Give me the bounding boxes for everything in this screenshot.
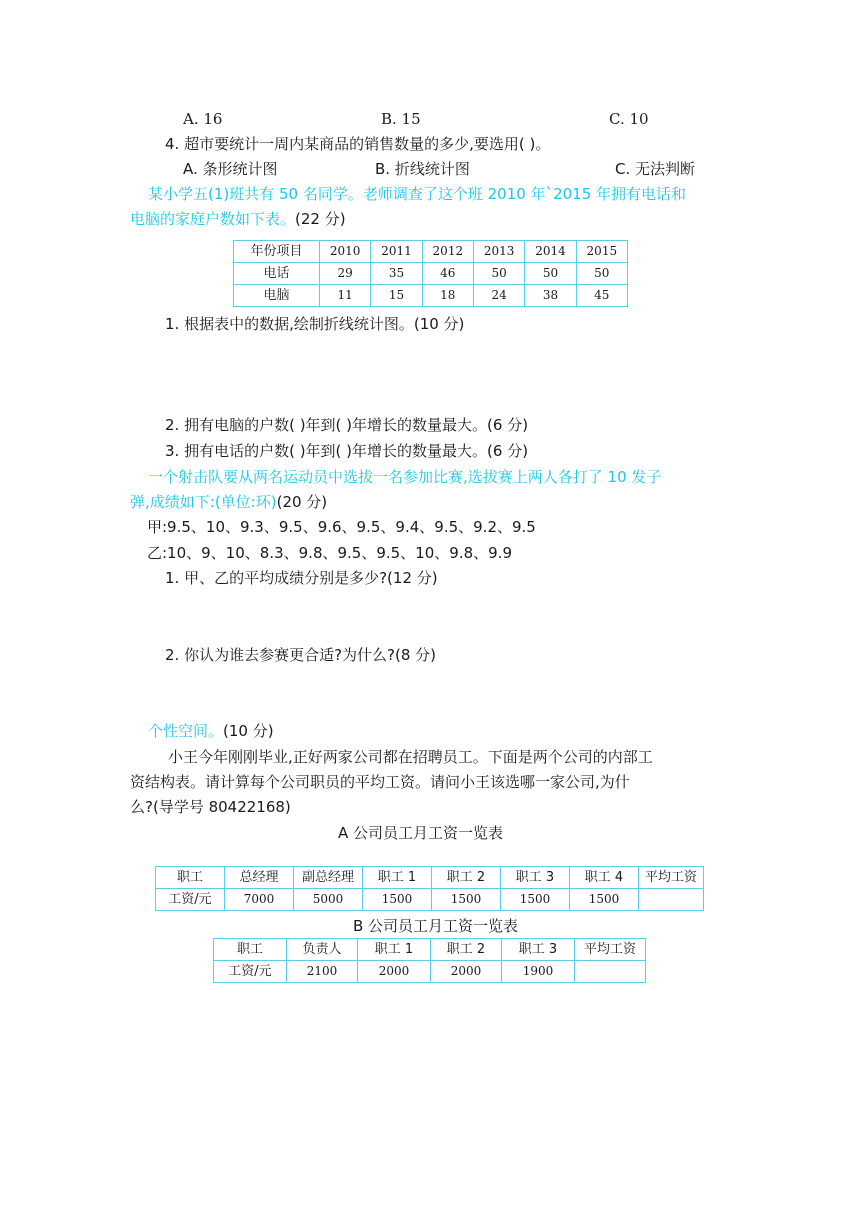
table-cell: 45 — [576, 285, 627, 307]
intro-text: 弹,成绩如下:(单位:环) — [130, 493, 277, 511]
table-cell: 电话 — [234, 263, 320, 285]
yi-scores: 乙:10、9、10、8.3、9.8、9.5、9.5、10、9.8、9.9 — [147, 544, 512, 562]
table-cell: 2100 — [287, 961, 358, 983]
table-row — [234, 263, 628, 285]
table-cell: 35 — [371, 263, 422, 285]
table-cell: 职工 — [214, 939, 287, 961]
table-cell: 5000 — [294, 889, 363, 911]
table-cell: 2000 — [431, 961, 502, 983]
table-cell: 职工 3 — [502, 939, 575, 961]
table-cell: 38 — [525, 285, 576, 307]
personal-para-line1: 小王今年刚刚毕业,正好两家公司都在招聘员工。下面是两个公司的内部工 — [168, 748, 653, 766]
table-cell: 1900 — [502, 961, 575, 983]
table-a-title: A 公司员工月工资一览表 — [338, 824, 504, 842]
table-cell: 职工 1 — [358, 939, 431, 961]
section-shooting-intro-line2 — [130, 491, 327, 513]
table-cell: 1500 — [501, 889, 570, 911]
q4-option-b: B. 折线统计图 — [375, 160, 470, 178]
table-cell: 副总经理 — [294, 867, 363, 889]
table-cell: 电脑 — [234, 285, 320, 307]
company-a-table — [155, 866, 704, 911]
personal-section-title — [148, 720, 274, 742]
table-header-row — [214, 939, 646, 961]
phone-pc-q2: 2. 拥有电脑的户数( )年到( )年增长的数量最大。(6 分) — [165, 416, 529, 434]
intro-points: (22 分) — [295, 210, 346, 228]
table-header-row — [234, 241, 628, 263]
phone-pc-q1: 1. 根据表中的数据,绘制折线统计图。(10 分) — [165, 315, 465, 333]
company-b-table — [213, 938, 646, 983]
shooting-q2: 2. 你认为谁去参赛更合适?为什么?(8 分) — [165, 646, 437, 664]
table-b-title: B 公司员工月工资一览表 — [353, 917, 519, 935]
section-phone-pc-intro-line1: 某小学五(1)班共有 50 名同学。老师调查了这个班 2010 年`2015 年拥有电话和 — [148, 185, 687, 203]
average-salary-cell — [639, 889, 704, 911]
table-cell: 1500 — [570, 889, 639, 911]
table-cell: 50 — [473, 263, 524, 285]
table-cell: 15 — [371, 285, 422, 307]
jia-scores: 甲:9.5、10、9.3、9.5、9.6、9.5、9.4、9.5、9.2、9.5 — [147, 518, 536, 536]
question-4-stem: 4. 超市要统计一周内某商品的销售数量的多少,要选用( )。 — [165, 135, 551, 153]
table-cell: 工资/元 — [214, 961, 287, 983]
table-cell: 总经理 — [225, 867, 294, 889]
table-cell: 职工 2 — [431, 939, 502, 961]
section-phone-pc-intro-line2 — [130, 208, 346, 230]
phone-pc-table — [233, 240, 628, 307]
table-cell: 11 — [320, 285, 371, 307]
table-cell: 50 — [576, 263, 627, 285]
table-cell: 年份项目 — [234, 241, 320, 263]
table-header-row — [156, 867, 704, 889]
table-cell: 2013 — [473, 241, 524, 263]
table-cell: 50 — [525, 263, 576, 285]
table-cell: 1500 — [432, 889, 501, 911]
table-row — [214, 961, 646, 983]
table-cell: 1500 — [363, 889, 432, 911]
table-cell: 职工 3 — [501, 867, 570, 889]
personal-para-line2: 资结构表。请计算每个公司职员的平均工资。请问小王该选哪一家公司,为什 — [130, 773, 630, 791]
option-a: A. 16 — [183, 110, 223, 128]
table-cell: 职工 4 — [570, 867, 639, 889]
phone-pc-q3: 3. 拥有电话的户数( )年到( )年增长的数量最大。(6 分) — [165, 442, 529, 460]
table-cell: 2012 — [422, 241, 473, 263]
table-cell: 平均工资 — [639, 867, 704, 889]
personal-title-points: (10 分) — [223, 722, 274, 740]
average-salary-cell — [575, 961, 646, 983]
table-cell: 46 — [422, 263, 473, 285]
option-c: C. 10 — [609, 110, 649, 128]
table-row — [234, 285, 628, 307]
personal-title: 个性空间。 — [148, 722, 224, 740]
table-cell: 2014 — [525, 241, 576, 263]
table-cell: 29 — [320, 263, 371, 285]
q4-option-c: C. 无法判断 — [615, 160, 696, 178]
table-cell: 职工 — [156, 867, 225, 889]
table-cell: 职工 2 — [432, 867, 501, 889]
intro-text: 电脑的家庭户数如下表。 — [130, 210, 296, 228]
table-cell: 18 — [422, 285, 473, 307]
table-cell: 负责人 — [287, 939, 358, 961]
section-shooting-intro-line1: 一个射击队要从两名运动员中选拔一名参加比赛,选拔赛上两人各打了 10 发子 — [148, 468, 662, 486]
table-cell: 7000 — [225, 889, 294, 911]
table-cell: 平均工资 — [575, 939, 646, 961]
personal-para-line3: 么?(导学号 80422168) — [130, 798, 291, 816]
table-cell: 2011 — [371, 241, 422, 263]
table-cell: 2015 — [576, 241, 627, 263]
table-row — [156, 889, 704, 911]
table-cell: 2000 — [358, 961, 431, 983]
option-b: B. 15 — [381, 110, 421, 128]
table-cell: 2010 — [320, 241, 371, 263]
table-cell: 24 — [473, 285, 524, 307]
q4-option-a: A. 条形统计图 — [183, 160, 278, 178]
table-cell: 工资/元 — [156, 889, 225, 911]
intro-points: (20 分) — [276, 493, 328, 511]
shooting-q1: 1. 甲、乙的平均成绩分别是多少?(12 分) — [165, 569, 438, 587]
table-cell: 职工 1 — [363, 867, 432, 889]
